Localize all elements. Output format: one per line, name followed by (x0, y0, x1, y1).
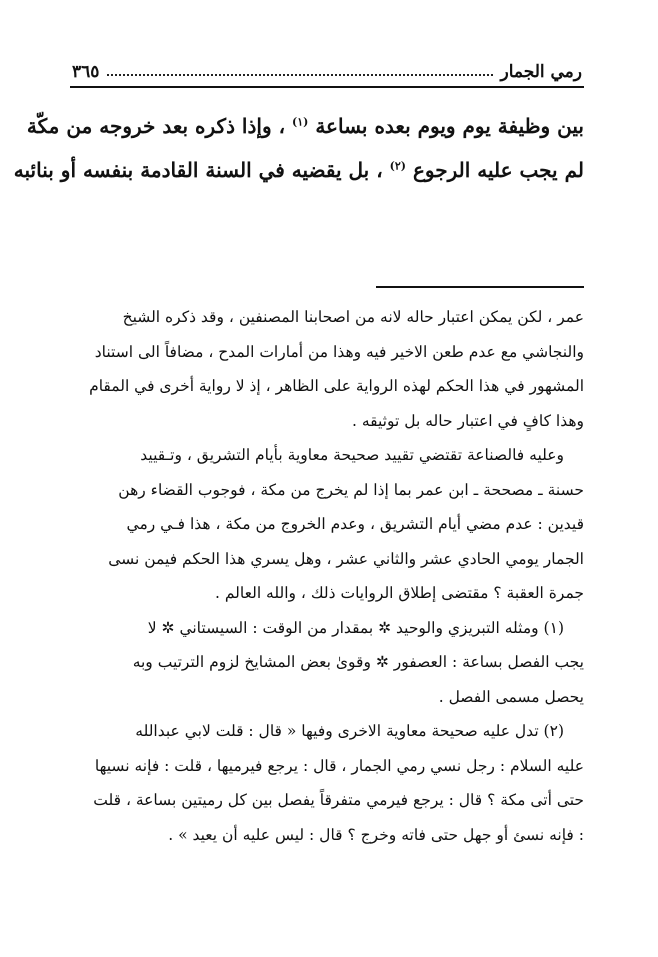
main-line-text: ، بل يقضيه في السنة القادمة بنفسه أو بنائبه (13, 158, 383, 182)
footnotes (70, 300, 584, 852)
footnote-line: (٢) تدل عليه صحيحة معاوية الاخرى وفيها « قال : قلت لابي عبدالله (135, 722, 564, 740)
main-line (26, 104, 584, 148)
footnote-ref-2: (٢) (389, 159, 406, 173)
footnote-line: عليه السلام : رجل نسي رمي الجمار ، قال : يرجع فيرميها ، قلت : فإنه نسيها (94, 756, 584, 775)
footnote-1 (70, 611, 584, 715)
footnote-continued (70, 300, 584, 611)
page-number: ٣٦٥ (72, 62, 100, 82)
footnote-line: وعليه فالصناعة تقتضي تقييد صحيحة معاوية بأيام التشريق ، وتـقييد (140, 446, 564, 464)
running-header (70, 52, 584, 82)
header-rule (70, 86, 584, 88)
footnote-line: والنجاشي مع عدم طعن الاخير فيه وهذا من أمارات المدح ، مضافاً الى استناد (94, 342, 584, 361)
footnote-ref-1: (١) (292, 115, 309, 129)
main-line-text: ، وإذا ذكره بعد خروجه من مكّة (26, 114, 286, 138)
footnote-line: وهذا كافٍ في اعتبار حاله بل توثيقه . (352, 411, 584, 430)
footnote-line: يحصل مسمى الفصل . (438, 687, 584, 706)
main-line (13, 148, 584, 192)
main-text (13, 104, 584, 192)
footnote-line: يجب الفصل بساعة : العصفور ✲ وقوىٰ بعض المشايخ لزوم الترتيب وبه (132, 653, 584, 671)
footnote-line: المشهور في هذا الحكم لهذه الرواية على الظاهر ، إذ لا رواية أخرى في المقام (89, 377, 584, 395)
footnote-line: حتى أتى مكة ؟ قال : يرجع فيرمي متفرقاً يفصل بين كل رميتين بساعة ، قلت (93, 791, 584, 809)
footnote-separator (376, 286, 584, 288)
footnote-2 (70, 714, 584, 852)
footnote-line: عمر ، لكن يمكن اعتبار حاله لانه من اصحابنا المصنفين ، وقد ذكره الشيخ (122, 308, 584, 326)
footnote-line: جمرة العقبة ؟ مقتضى إطلاق الروايات ذلك ، والله العالم . (215, 584, 584, 602)
main-line-text: لم يجب عليه الرجوع (412, 158, 584, 182)
footnote-line: قيدين : عدم مضي أيام التشريق ، وعدم الخروج من مكة ، هذا فـي رمي (126, 515, 584, 533)
header-title: رمي الجمار (500, 62, 582, 82)
footnote-line: (١) ومثله التبريزي والوحيد ✲ بمقدار من الوقت : السيستاني ✲ لا (147, 618, 564, 637)
main-line-text: بين وظيفة يوم ويوم بعده بساعة (315, 114, 584, 138)
footnote-line: الجمار يومي الحادي عشر والثاني عشر ، وهل يسري هذا الحكم فيمن نسى (108, 549, 584, 568)
footnote-line: : فإنه نسئ أو جهل حتى فاته وخرج ؟ قال : ليس عليه أن يعيد » . (168, 825, 584, 844)
footnote-line: حسنة ـ مصححة ـ ابن عمر بما إذا لم يخرج من مكة ، فوجوب القضاء رهن (118, 480, 584, 499)
header-dot-leader (107, 74, 492, 76)
